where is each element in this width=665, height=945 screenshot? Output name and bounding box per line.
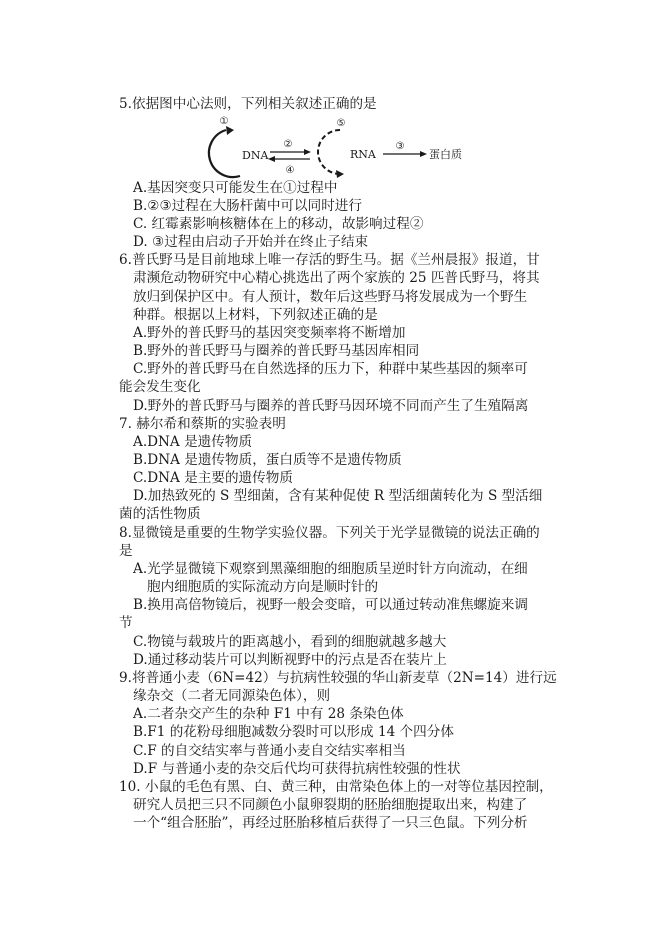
q6-stem-line: 6.普氏野马是目前地球上唯一存活的野生马。据《兰州晨报》报道，甘 [119,252,540,268]
q6-option-c: C.野外的普氏野马在自然选择的压力下，种群中某些基因的频率可 [133,361,528,377]
q5-stem: 5.依据图中心法则，下列相关叙述正确的是 [119,96,377,112]
q5-option-d: D. ③过程由启动子开始并在终止子结束 [133,234,369,250]
rna-label: RNA [350,148,376,161]
q8-option-c: C.物镜与载玻片的距离越小，看到的细胞就越多越大 [133,634,447,650]
rna-replication-arrowhead [336,170,344,178]
q9-option-d: D.F 与普通小麦的杂交后代均可获得抗病性较强的性状 [133,761,461,777]
q7-stem: 7. 赫尔希和蔡斯的实验表明 [119,416,286,432]
q6-option-d: D.野外的普氏野马与圈养的普氏野马因环境不同而产生了生殖隔离 [133,398,529,414]
q5-option-a: A.基因突变只可能发生在①过程中 [133,180,338,196]
q9-stem-line: 9.将普通小麦（6N=42）与抗病性较强的华山新麦草（2N=14）进行远 [119,670,557,686]
q9-option-b: B.F1 的花粉母细胞减数分裂时可以形成 14 个四分体 [133,724,454,740]
q9-stem-line: 缘杂交（二者无同源染色体），则 [133,688,331,704]
translation-arrowhead [420,151,427,157]
reverse-transcription-arrowhead [268,156,275,162]
q10-stem-line: 研究人员把三只不同颜色小鼠卵裂期的胚胎细胞提取出来，构建了 [133,797,528,813]
q6-option-c-cont: 能会发生变化 [119,379,201,395]
q5-option-c: C. 红霉素影响核糖体在上的移动，故影响过程② [133,216,424,232]
q8-stem-line: 8.显微镜是重要的生物学实验仪器。下列关于光学显微镜的说法正确的 [119,525,540,541]
q8-option-b-cont: 节 [119,615,133,631]
q6-option-b: B.野外的普氏野马与圈养的普氏野马基因库相同 [133,343,420,359]
q8-option-a: A.光学显微镜下观察到黑藻细胞的细胞质呈逆时针方向流动，在细 [133,561,528,577]
label-2: ② [283,139,293,150]
dna-label: DNA [242,149,269,162]
q7-option-b: B.DNA 是遗传物质，蛋白质等不是遗传物质 [133,452,402,468]
q9-option-a: A.二者杂交产生的杂种 F1 中有 28 条染色体 [133,706,404,722]
transcription-arrowhead [304,149,311,155]
rna-replication-arc [318,130,340,174]
q6-stem-line: 放归到保护区中。有人预计，数年后这些野马将发展成为一个野生 [133,289,528,305]
q7-option-a: A.DNA 是遗传物质 [133,434,253,450]
label-5: ⑤ [336,118,346,129]
q6-stem-line: 种群。根据以上材料，下列叙述正确的是 [133,307,378,323]
q7-option-c: C.DNA 是主要的遗传物质 [133,470,293,486]
q8-option-d: D.通过移动装片可以判断视野中的污点是否在装片上 [133,652,447,668]
label-3: ③ [395,141,405,152]
central-dogma-diagram [200,116,480,182]
q8-option-b: B.换用高倍物镜后，视野一般会变暗，可以通过转动准焦螺旋来调 [133,597,528,613]
replication-arc [209,130,240,177]
q6-option-a: A.野外的普氏野马的基因突变频率将不断增加 [133,325,406,341]
q7-option-d: D.加热致死的 S 型细菌，含有某种促使 R 型活细菌转化为 S 型活细 [133,488,543,504]
q8-stem-line: 是 [119,543,133,559]
replication-arrowhead [226,126,234,135]
q8-option-a-cont: 胞内细胞质的实际流动方向是顺时针的 [147,579,379,595]
q7-option-d-cont: 菌的活性物质 [119,506,201,522]
q6-stem-line: 肃濒危动物研究中心精心挑选出了两个家族的 25 匹普氏野马，将其 [133,270,540,286]
q5-option-b: B.②③过程在大肠杆菌中可以同时进行 [133,198,362,214]
q10-stem-line: 10. 小鼠的毛色有黑、白、黄三种，由常染色体上的一对等位基因控制， [119,779,553,795]
label-1: ① [219,116,229,127]
q10-stem-line: 一个“组合胚胎”，再经过胚胎移植后获得了一只三色鼠。下列分析 [133,815,528,831]
label-4: ④ [285,165,295,176]
protein-label: 蛋白质 [429,148,462,161]
q9-option-c: C.F 的自交结实率与普通小麦自交结实率相当 [133,743,406,759]
